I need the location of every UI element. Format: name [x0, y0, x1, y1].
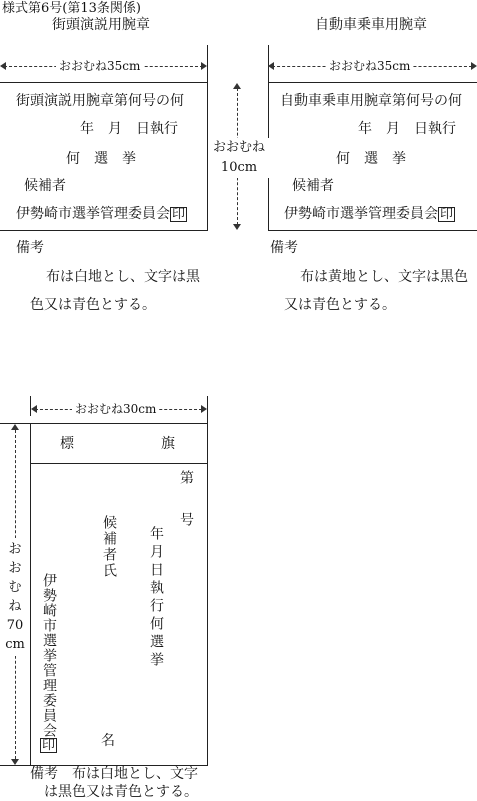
left-armband-right-edge	[207, 45, 208, 231]
right-armband-line-1: 自動車乗車用腕章第何号の何	[280, 93, 462, 109]
flag-column-candidate: 候補者氏	[101, 515, 117, 579]
flag-header-divider	[30, 463, 208, 464]
flag-width-extension-right	[207, 396, 208, 416]
left-note-head: 備考	[16, 240, 44, 256]
right-note-head: 備考	[270, 240, 298, 256]
flag-header-left: 標	[60, 436, 74, 452]
left-armband-heading: 街頭演説用腕章	[52, 17, 150, 33]
left-width-arrow-right	[201, 62, 207, 70]
armband-height-arrow-up	[233, 83, 241, 89]
left-armband-line-2: 年 月 日執行	[80, 121, 178, 137]
flag-column-name-suffix: 名	[101, 733, 115, 749]
left-armband-line-3: 何 選 挙	[66, 151, 136, 167]
left-armband-seal: 印	[172, 207, 186, 222]
right-width-arrow-right	[471, 62, 477, 70]
right-armband-line-4: 候補者	[292, 178, 334, 194]
right-armband-heading: 自動車乗車用腕章	[315, 17, 427, 33]
flag-column-number: 第 号	[178, 470, 194, 526]
left-armband-line-1: 街頭演説用腕章第何号の何	[16, 93, 184, 109]
flag-left-edge	[30, 423, 31, 766]
left-width-arrow-left	[0, 62, 6, 70]
left-armband-top-edge	[0, 82, 208, 83]
flag-height-label: おおむね70cm	[5, 538, 25, 656]
flag-height-arrow-down	[11, 759, 19, 765]
left-width-label: おおむね35cm	[56, 59, 143, 73]
right-armband-top-edge	[268, 82, 477, 83]
flag-note-line-1: 備考 布は白地とし、文字	[30, 766, 198, 782]
flag-top-edge	[0, 423, 208, 424]
flag-header-right: 旗	[161, 436, 175, 452]
right-armband-line-5: 伊勢崎市選挙管理委員会 印	[284, 206, 454, 222]
right-note-line-1: 布は黄地とし、文字は黒色	[300, 269, 468, 285]
left-armband-line-5: 伊勢崎市選挙管理委員会 印	[16, 206, 186, 222]
left-note-line-2: 色又は青色とする。	[30, 297, 156, 313]
right-armband-seal: 印	[440, 207, 454, 222]
flag-right-edge	[207, 416, 208, 766]
right-width-arrow-left	[268, 62, 274, 70]
right-width-label: おおむね35cm	[326, 59, 413, 73]
right-note-line-2: 又は青色とする。	[284, 297, 396, 313]
left-armband-line-4: 候補者	[24, 178, 66, 194]
flag-column-committee: 伊勢崎市選挙管理委員会	[41, 573, 57, 738]
left-note-line-1: 布は白地とし、文字は黒	[46, 269, 200, 285]
flag-width-arrow-right	[201, 405, 207, 413]
form-title: 様式第6号(第13条関係)	[2, 1, 141, 16]
right-armband-line-3: 何 選 挙	[336, 151, 406, 167]
armband-height-arrow-down	[233, 224, 241, 230]
flag-width-arrow-left	[31, 405, 37, 413]
right-armband-line-2: 年 月 日執行	[358, 121, 456, 137]
armband-height-label: おおむね10cm	[209, 138, 269, 178]
flag-height-arrow-up	[11, 424, 19, 430]
flag-width-label: おおむね30cm	[72, 402, 159, 416]
flag-seal-wrap	[40, 734, 57, 753]
flag-note-line-2: は黒色又は青色とする。	[44, 784, 198, 800]
left-armband-bottom-edge	[0, 230, 208, 231]
flag-column-date-election: 年月日執行何選挙	[148, 526, 164, 670]
flag-seal: 印	[42, 738, 56, 753]
right-armband-bottom-edge	[268, 230, 477, 231]
